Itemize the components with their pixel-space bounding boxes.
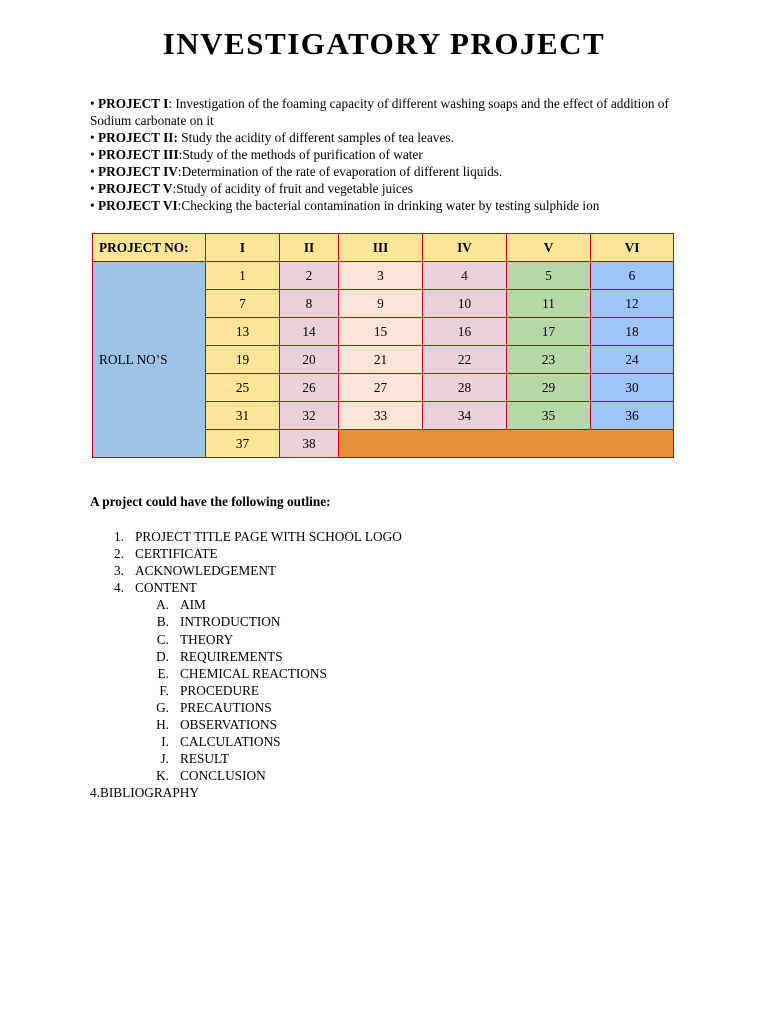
table-cell: 14	[280, 318, 339, 346]
project-item: • PROJECT II: Study the acidity of different samples of tea leaves.	[90, 130, 454, 145]
table-cell: 13	[206, 318, 280, 346]
project-item: • PROJECT III:Study of the methods of purification of water	[90, 147, 423, 162]
table-row	[93, 262, 674, 290]
table-cell: 4	[423, 262, 507, 290]
table-cell: 2	[280, 262, 339, 290]
list-item: 1. PROJECT TITLE PAGE WITH SCHOOL LOGO	[114, 529, 402, 544]
outline-heading: A project could have the following outline:	[90, 494, 331, 509]
project-item: • PROJECT I: Investigation of the foaming capacity of different washing soaps and the effect of addition of Sodium carbonate on it	[90, 96, 669, 128]
project-item: • PROJECT VI:Checking the bacterial contamination in drinking water by testing sulphide ion	[90, 198, 600, 213]
table-cell: 9	[339, 290, 423, 318]
list-item: 3. ACKNOWLEDGEMENT	[114, 563, 277, 579]
table-cell: 25	[206, 374, 280, 402]
list-item: I. CALCULATIONS	[161, 734, 281, 750]
list-item: 2. CERTIFICATE	[114, 546, 218, 562]
list-item: G. PRECAUTIONS	[156, 699, 272, 715]
table-header-cell: V	[507, 234, 591, 262]
table-cell: 28	[423, 374, 507, 402]
table-cell: 12	[591, 290, 674, 318]
table-cell: 24	[591, 346, 674, 374]
list-item: J. RESULT	[160, 751, 230, 767]
project-item: • PROJECT V:Study of acidity of fruit and vegetable juices	[90, 181, 413, 196]
table-cell: 33	[339, 402, 423, 430]
project-list	[90, 95, 690, 214]
empty-filler-cell	[339, 430, 674, 458]
table-header-cell: III	[339, 234, 423, 262]
table-cell: 11	[507, 290, 591, 318]
table-cell: 6	[591, 262, 674, 290]
list-item: C. THEORY	[156, 631, 234, 647]
table-cell: 5	[507, 262, 591, 290]
bibliography-item: 4.BIBLIOGRAPHY	[90, 785, 199, 801]
roll-number-table	[92, 233, 674, 458]
table-cell: 19	[206, 346, 280, 374]
table-cell: 38	[280, 430, 339, 458]
list-item: K. CONCLUSION	[156, 768, 266, 784]
list-item: B. INTRODUCTION	[156, 614, 281, 630]
table-cell: 20	[280, 346, 339, 374]
table-cell: 36	[591, 402, 674, 430]
table-cell: 21	[339, 346, 423, 374]
table-cell: 1	[206, 262, 280, 290]
table-cell: 29	[507, 374, 591, 402]
table-header-cell: IV	[423, 234, 507, 262]
table-cell: 8	[280, 290, 339, 318]
table-header-cell: II	[280, 234, 339, 262]
table-cell: 26	[280, 374, 339, 402]
project-item: • PROJECT IV:Determination of the rate of evaporation of different liquids.	[90, 164, 503, 179]
table-cell: 27	[339, 374, 423, 402]
table-header-row	[93, 234, 674, 262]
outline-list	[90, 528, 402, 802]
table-header-cell: VI	[591, 234, 674, 262]
list-item: D. REQUIREMENTS	[156, 648, 283, 664]
list-item: F. PROCEDURE	[159, 682, 260, 698]
table-cell: 22	[423, 346, 507, 374]
page-title: INVESTIGATORY PROJECT	[162, 26, 606, 61]
table-header-cell: I	[206, 234, 280, 262]
list-item: E. CHEMICAL REACTIONS	[157, 665, 327, 681]
table-cell: 31	[206, 402, 280, 430]
table-cell: 23	[507, 346, 591, 374]
table-cell: 16	[423, 318, 507, 346]
table-cell: 18	[591, 318, 674, 346]
table-cell: 37	[206, 430, 280, 458]
roll-nos-label: ROLL NO’S	[93, 262, 206, 458]
table-cell: 35	[507, 402, 591, 430]
list-item: H. OBSERVATIONS	[156, 717, 277, 733]
table-cell: 3	[339, 262, 423, 290]
table-cell: 7	[206, 290, 280, 318]
list-item: A. AIM	[156, 597, 206, 613]
table-cell: 30	[591, 374, 674, 402]
table-cell: 17	[507, 318, 591, 346]
table-cell: 10	[423, 290, 507, 318]
table-cell: 15	[339, 318, 423, 346]
list-item: 4. CONTENT	[114, 580, 198, 596]
table-header-cell: PROJECT NO:	[93, 234, 206, 262]
table-cell: 32	[280, 402, 339, 430]
table-cell: 34	[423, 402, 507, 430]
